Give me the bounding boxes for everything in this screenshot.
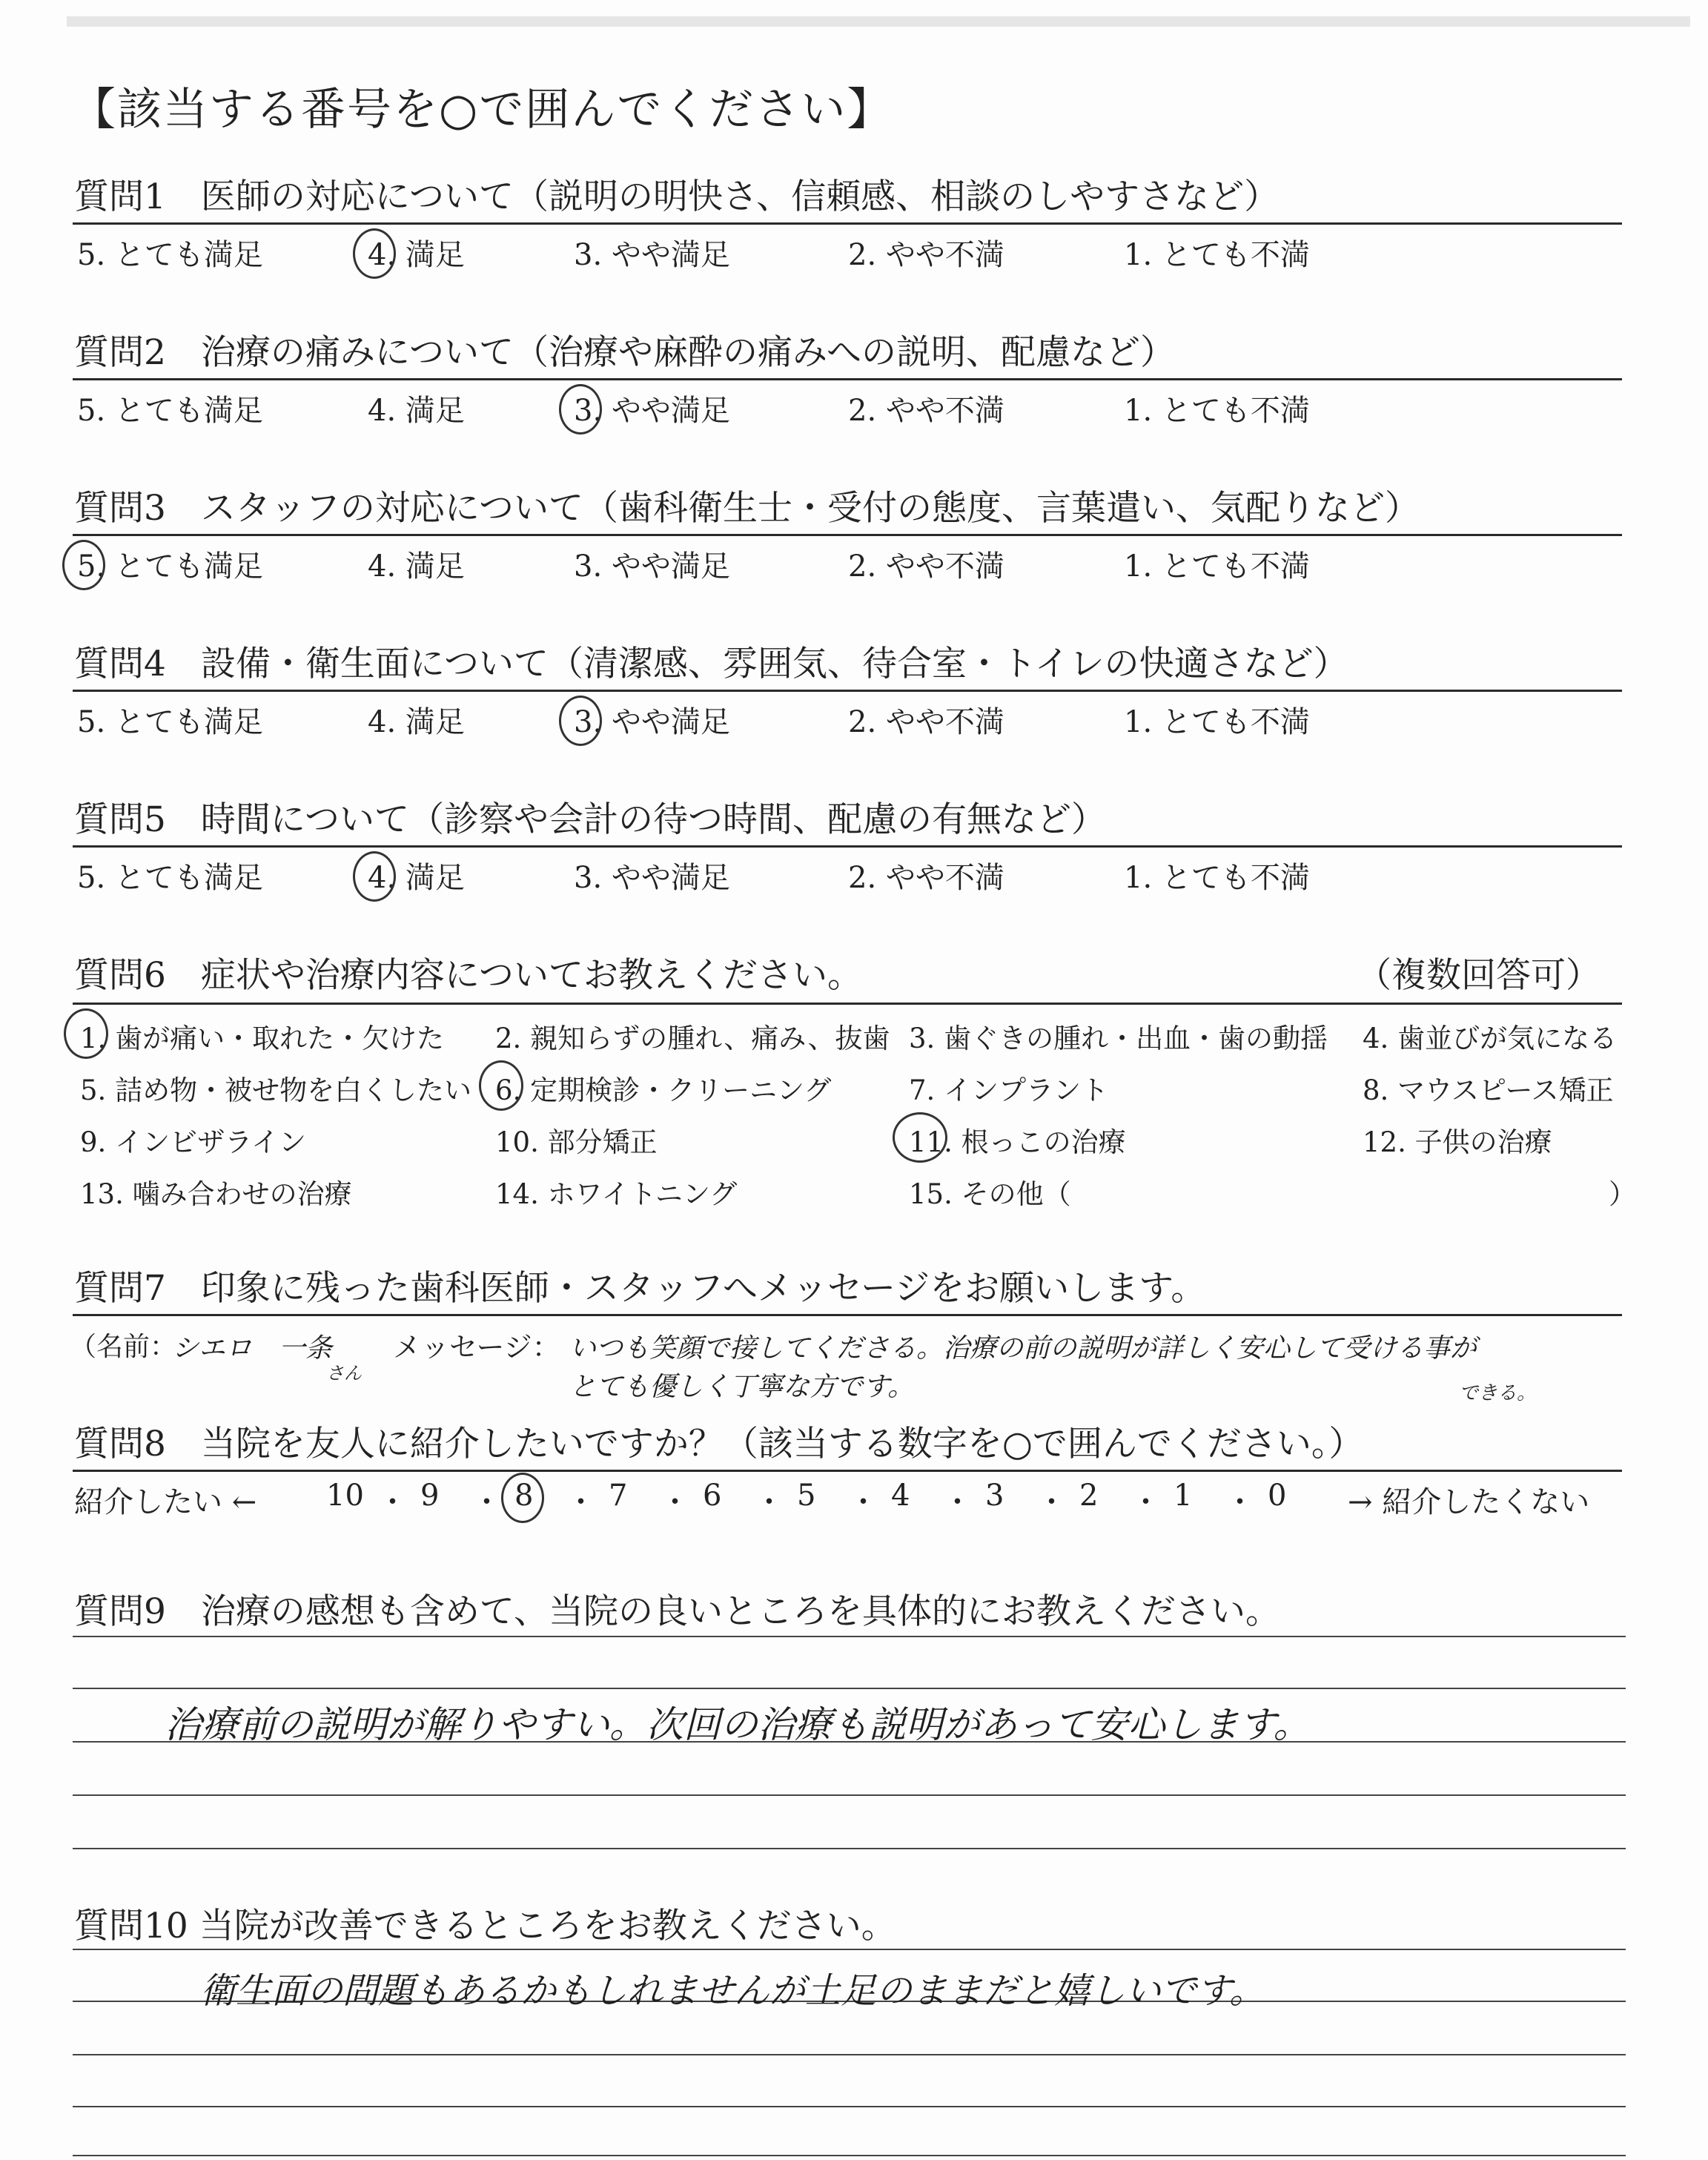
q9-line-1	[73, 1636, 1626, 1637]
q2-rule	[73, 378, 1622, 380]
q4-option-2: 2. やや不満	[848, 705, 1004, 739]
q6-title: 質問6 症状や治療内容についてお教えください。	[74, 955, 862, 996]
q4-selected-circle	[559, 696, 602, 746]
q1-option-1: 1. とても不満	[1124, 238, 1310, 272]
q9-line-5	[73, 1848, 1626, 1849]
q6-option-13: 13. 噛み合わせの治療	[80, 1178, 352, 1210]
q7-message-line2: とても優しく丁寧な方です。	[569, 1372, 915, 1402]
q6-option-2: 2. 親知らずの腫れ、痛み、抜歯	[495, 1023, 890, 1054]
q5-rule	[73, 845, 1622, 848]
q2-option-3: 3. やや満足	[574, 394, 730, 428]
q8-scale-4: 4	[891, 1479, 910, 1513]
q6-option-1: 1. 歯が痛い・取れた・欠けた	[80, 1023, 445, 1054]
q9-line-4	[73, 1794, 1626, 1796]
page-top-edge	[67, 16, 1690, 27]
q1-option-5: 5. とても満足	[77, 238, 263, 272]
q6-option-16: ）	[1609, 1178, 1636, 1210]
q5-option-4: 4. 満足	[368, 861, 465, 895]
q5-selected-circle	[353, 851, 396, 902]
q8-scale-separator: ・	[848, 1485, 878, 1519]
q9-line-2	[73, 1688, 1626, 1689]
q1-option-2: 2. やや不満	[848, 238, 1004, 272]
q7-message-line1: いつも笑顔で接してくださる。治療の前の説明が詳しく安心して受ける事が	[569, 1333, 1477, 1364]
q6-option-11: 11. 根っこの治療	[909, 1126, 1126, 1158]
q4-title: 質問4 設備・衛生面について（清潔感、雰囲気、待合室・トイレの快適さなど）	[74, 644, 1348, 684]
q8-scale-9: 9	[420, 1479, 440, 1513]
q8-scale-separator: ・	[660, 1485, 690, 1519]
q8-scale-1: 1	[1174, 1479, 1193, 1513]
q3-selected-circle	[62, 540, 105, 590]
q10-line-5	[73, 2155, 1626, 2156]
q6-option-4: 4. 歯並びが気になる	[1363, 1023, 1618, 1054]
q1-option-4: 4. 満足	[368, 238, 465, 272]
q2-title: 質問2 治療の痛みについて（治療や麻酔の痛みへの説明、配慮など）	[74, 332, 1176, 373]
q1-option-3: 3. やや満足	[574, 238, 730, 272]
q8-scale-3: 3	[985, 1479, 1004, 1513]
q8-scale-separator: ・	[754, 1485, 784, 1519]
q3-option-2: 2. やや不満	[848, 549, 1004, 584]
q4-option-5: 5. とても満足	[77, 705, 263, 739]
q6-option-14: 14. ホワイトニング	[495, 1178, 738, 1210]
q7-message-tail: できる。	[1459, 1382, 1537, 1404]
q8-scale-0: 0	[1268, 1479, 1287, 1513]
q1-selected-circle	[353, 228, 396, 279]
q2-option-1: 1. とても不満	[1124, 394, 1310, 428]
q8-scale-5: 5	[797, 1479, 816, 1513]
q10-line-4	[73, 2106, 1626, 2107]
q3-option-4: 4. 満足	[368, 549, 465, 584]
q8-scale-separator: ・	[1036, 1485, 1067, 1519]
q2-option-5: 5. とても満足	[77, 394, 263, 428]
q8-rule	[73, 1470, 1622, 1472]
q2-option-4: 4. 満足	[368, 394, 465, 428]
q7-honorific: さん	[326, 1363, 362, 1384]
q8-left-label: 紹介したい ←	[74, 1485, 257, 1519]
q6-option-8: 8. マウスピース矯正	[1363, 1074, 1614, 1106]
q8-scale-separator: ・	[942, 1485, 973, 1519]
q8-scale-separator: ・	[566, 1485, 596, 1519]
q7-name-label: （名前：	[70, 1332, 177, 1362]
q8-scale-7: 7	[609, 1479, 628, 1513]
q10-line-3	[73, 2054, 1626, 2055]
q2-selected-circle	[559, 384, 602, 435]
q8-scale-separator: ・	[1131, 1485, 1161, 1519]
q10-line-1	[73, 1949, 1626, 1950]
q3-option-5: 5. とても満足	[77, 549, 263, 584]
q9-answer: 治療前の説明が解りやすい。次回の治療も説明があって安心します。	[165, 1703, 1311, 1746]
q6-option-9: 9. インビザライン	[80, 1126, 306, 1158]
q10-title: 質問10 当院が改善できるところをお教えください。	[74, 1906, 896, 1946]
q5-title: 質問5 時間について（診察や会計の待つ時間、配慮の有無など）	[74, 799, 1106, 840]
q2-option-2: 2. やや不満	[848, 394, 1004, 428]
q10-answer: 衛生面の問題もあるかもしれませんが土足のままだと嬉しいです。	[200, 1970, 1265, 2012]
q8-scale-6: 6	[703, 1479, 722, 1513]
q3-title: 質問3 スタッフの対応について（歯科衛生士・受付の態度、言葉遣い、気配りなど）	[74, 488, 1420, 529]
q5-option-5: 5. とても満足	[77, 861, 263, 895]
q6-selected-circle-6	[479, 1060, 523, 1111]
q3-option-3: 3. やや満足	[574, 549, 730, 584]
q8-title: 質問8 当院を友人に紹介したいですか？（該当する数字を○で囲んでください。）	[74, 1424, 1364, 1464]
q6-note: （複数回答可）	[1357, 955, 1601, 996]
q8-right-label: → 紹介したくない	[1348, 1485, 1590, 1519]
q4-option-3: 3. やや満足	[574, 705, 730, 739]
q8-selected-circle	[501, 1473, 544, 1523]
q6-selected-circle-1	[64, 1008, 108, 1059]
q5-option-1: 1. とても不満	[1124, 861, 1310, 895]
q6-option-12: 12. 子供の治療	[1363, 1126, 1552, 1158]
q8-scale-2: 2	[1079, 1479, 1099, 1513]
q6-option-3: 3. 歯ぐきの腫れ・出血・歯の動揺	[909, 1023, 1328, 1054]
q8-scale-10: 10	[326, 1479, 364, 1513]
q7-rule	[73, 1314, 1622, 1316]
q5-option-3: 3. やや満足	[574, 861, 730, 895]
q6-rule	[73, 1003, 1622, 1005]
q5-option-2: 2. やや不満	[848, 861, 1004, 895]
q7-message-label: メッセージ：	[393, 1331, 560, 1364]
q4-option-1: 1. とても不満	[1124, 705, 1310, 739]
q4-rule	[73, 690, 1622, 692]
q6-option-7: 7. インプラント	[909, 1074, 1109, 1106]
page-heading: 【該当する番号を○で囲んでください】	[71, 84, 893, 136]
q3-option-1: 1. とても不満	[1124, 549, 1310, 584]
q6-option-6: 6. 定期検診・クリーニング	[495, 1074, 832, 1106]
q4-option-4: 4. 満足	[368, 705, 465, 739]
q7-title: 質問7 印象に残った歯科医師・スタッフへメッセージをお願いします。	[74, 1268, 1206, 1309]
q6-selected-circle-11	[893, 1112, 947, 1163]
q7-name-value: シエロ 一条	[172, 1333, 333, 1364]
q8-scale-separator: ・	[471, 1485, 502, 1519]
q6-option-5: 5. 詰め物・被せ物を白くしたい	[80, 1074, 472, 1106]
q8-scale-separator: ・	[377, 1485, 408, 1519]
q9-title: 質問9 治療の感想も含めて、当院の良いところを具体的にお教えください。	[74, 1591, 1280, 1632]
q3-rule	[73, 534, 1622, 536]
q6-option-10: 10. 部分矯正	[495, 1126, 658, 1158]
q6-option-15: 15. その他（	[909, 1178, 1071, 1210]
q8-scale-separator: ・	[1225, 1485, 1255, 1519]
q1-title: 質問1 医師の対応について（説明の明快さ、信頼感、相談のしやすさなど）	[74, 176, 1280, 217]
q8-scale-8: 8	[514, 1479, 534, 1513]
q1-rule	[73, 222, 1622, 225]
